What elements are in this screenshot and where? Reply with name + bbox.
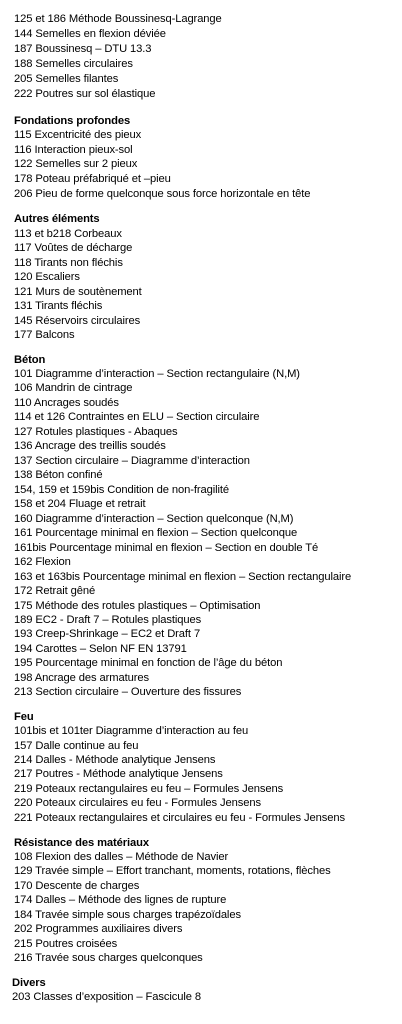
list-item: 214 Dalles - Méthode analytique Jensens [14, 754, 216, 766]
list-item: 116 Interaction pieux-sol [14, 144, 133, 156]
list-item: 110 Ancrages soudés [14, 397, 119, 409]
list-item: 138 Béton confiné [14, 469, 103, 481]
list-item: 174 Dalles – Méthode des lignes de rupture [14, 894, 227, 906]
list-item: 161bis Pourcentage minimal en flexion – Section en double Té [14, 542, 319, 554]
list-item: 206 Pieu de forme quelconque sous force horizontale en tête [14, 188, 311, 200]
list-item: 221 Poteaux rectangulaires et circulaires eu feu - Formules Jensens [14, 812, 345, 824]
list-item: 198 Ancrage des armatures [14, 672, 149, 684]
list-item: 188 Semelles circulaires [14, 58, 133, 70]
list-item: 189 EC2 - Draft 7 – Rotules plastiques [14, 614, 202, 626]
list-item: 202 Programmes auxiliaires divers [14, 923, 183, 935]
list-item: 145 Réservoirs circulaires [14, 315, 141, 327]
list-item: 117 Voûtes de décharge [14, 242, 133, 254]
list-item: 101bis et 101ter Diagramme d’interaction au feu [14, 725, 249, 737]
list-item: 158 et 204 Fluage et retrait [14, 498, 146, 510]
list-item: 114 et 126 Contraintes en ELU – Section circulaire [14, 411, 260, 423]
list-item: 163 et 163bis Pourcentage minimal en flexion – Section rectangulaire [14, 571, 352, 583]
list-item: 184 Travée simple sous charges trapézoïdales [14, 909, 241, 921]
list-item: 118 Tirants non fléchis [14, 257, 123, 269]
list-item: 172 Retrait gêné [14, 585, 96, 597]
list-item: 162 Flexion [14, 556, 71, 568]
list-item: 161 Pourcentage minimal en flexion – Section quelconque [14, 527, 298, 539]
list-item: 136 Ancrage des treillis soudés [14, 440, 166, 452]
section-heading: Fondations profondes [14, 115, 131, 127]
list-item: 160 Diagramme d’interaction – Section quelconque (N,M) [14, 513, 294, 525]
list-item: 120 Escaliers [14, 271, 80, 283]
list-item: 187 Boussinesq – DTU 13.3 [14, 43, 152, 55]
list-item: 195 Pourcentage minimal en fonction de l’âge du béton [14, 657, 283, 669]
list-item: 137 Section circulaire – Diagramme d’interaction [14, 455, 250, 467]
section-heading: Feu [14, 711, 34, 723]
list-item: 121 Murs de soutènement [14, 286, 142, 298]
list-item: 220 Poteaux circulaires eu feu - Formules Jensens [14, 797, 261, 809]
section-heading: Résistance des matériaux [14, 837, 150, 849]
list-item: 125 et 186 Méthode Boussinesq-Lagrange [14, 13, 222, 25]
list-item: 213 Section circulaire – Ouverture des fissures [14, 686, 242, 698]
list-item: 217 Poutres - Méthode analytique Jensens [14, 768, 223, 780]
list-item: 131 Tirants fléchis [14, 300, 103, 312]
list-item: 154, 159 et 159bis Condition de non-fragilité [14, 484, 230, 496]
list-item: 219 Poteaux rectangulaires eu feu – Formules Jensens [14, 783, 284, 795]
list-item: 115 Excentricité des pieux [14, 129, 142, 141]
list-item: 157 Dalle continue au feu [14, 740, 139, 752]
list-item: 177 Balcons [14, 329, 75, 341]
list-item: 144 Semelles en flexion déviée [14, 28, 166, 40]
list-item: 127 Rotules plastiques - Abaques [14, 426, 178, 438]
list-item: 194 Carottes – Selon NF EN 13791 [14, 643, 187, 655]
list-item: 101 Diagramme d’interaction – Section rectangulaire (N,M) [14, 368, 300, 380]
list-item: 193 Creep-Shrinkage – EC2 et Draft 7 [14, 628, 201, 640]
list-item: 178 Poteau préfabriqué et –pieu [14, 173, 171, 185]
list-item: 108 Flexion des dalles – Méthode de Navier [14, 851, 229, 863]
section-heading: Divers [12, 977, 46, 989]
list-item: 175 Méthode des rotules plastiques – Optimisation [14, 600, 261, 612]
list-item: 122 Semelles sur 2 pieux [14, 158, 138, 170]
list-item: 106 Mandrin de cintrage [14, 382, 133, 394]
section-heading: Béton [14, 354, 46, 366]
list-item: 129 Travée simple – Effort tranchant, moments, rotations, flèches [14, 865, 331, 877]
list-item: 113 et b218 Corbeaux [14, 228, 122, 240]
list-item: 170 Descente de charges [14, 880, 140, 892]
list-item: 205 Semelles filantes [14, 73, 119, 85]
list-item: 215 Poutres croisées [14, 938, 118, 950]
list-item: 203 Classes d’exposition – Fascicule 8 [12, 991, 201, 1003]
section-heading: Autres éléments [14, 213, 100, 225]
list-item: 216 Travée sous charges quelconques [14, 952, 203, 964]
list-item: 222 Poutres sur sol élastique [14, 88, 156, 100]
